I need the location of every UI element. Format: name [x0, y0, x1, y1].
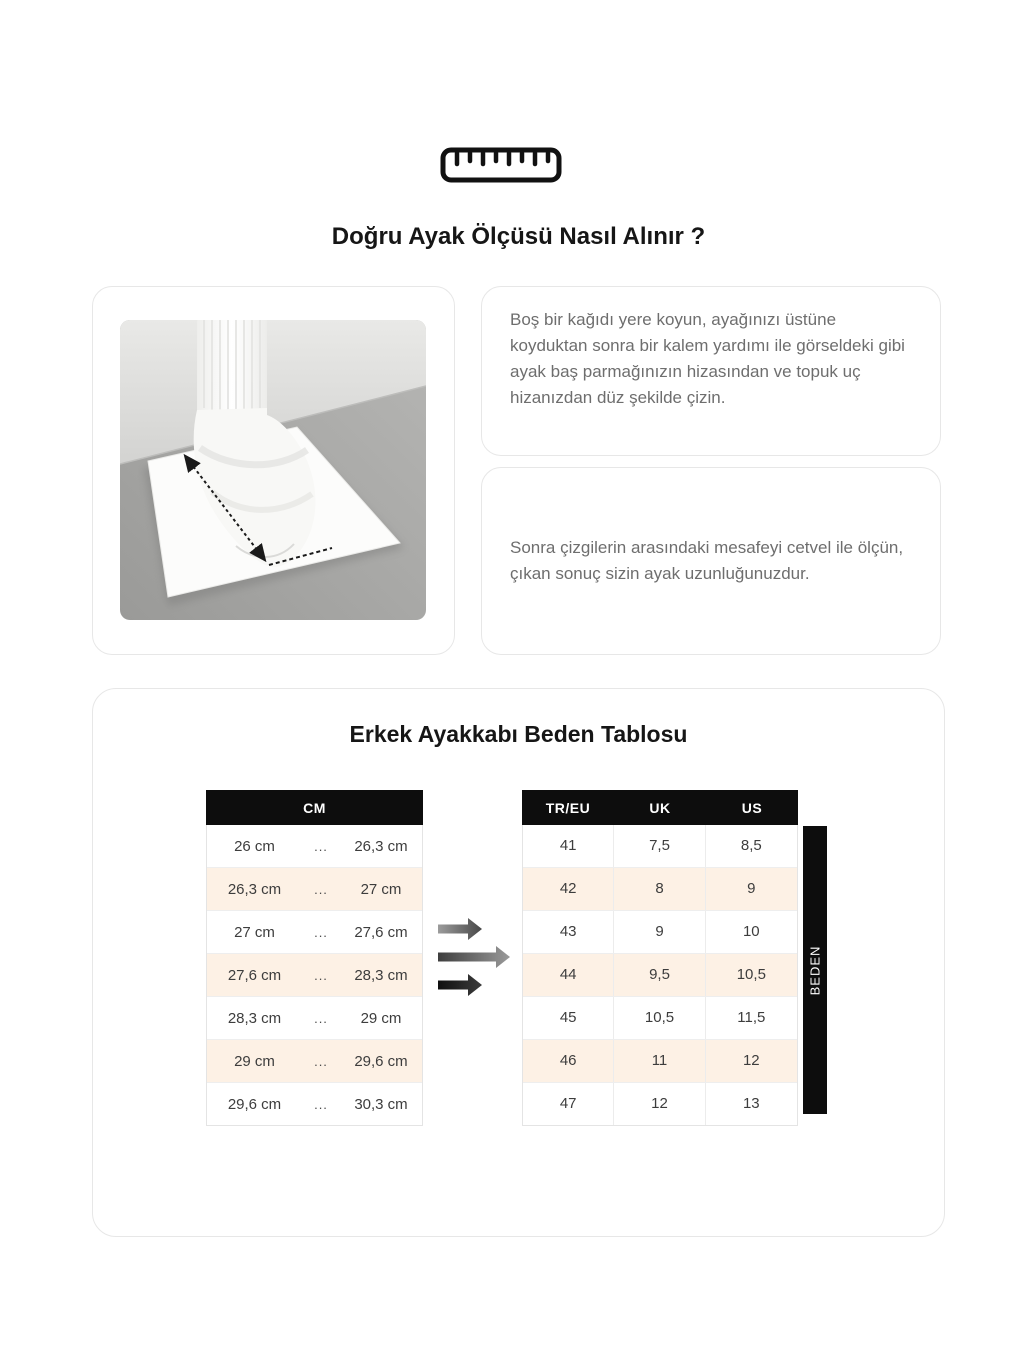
size-us: 12 [742, 1052, 760, 1069]
cm-table-row [207, 954, 422, 997]
size-treu: 44 [523, 954, 614, 996]
cm-ellipsis: ... [314, 1010, 328, 1026]
cm-from: 28,3 cm [227, 1009, 282, 1027]
beden-label-text: BEDEN [807, 945, 823, 995]
size-uk: 12 [614, 1083, 705, 1125]
size-table-row [523, 997, 797, 1040]
size-treu: 45 [523, 997, 614, 1039]
cm-table [206, 791, 423, 1126]
cm-ellipsis: ... [314, 1096, 328, 1112]
size-us: 13 [742, 1095, 760, 1112]
size-uk: 10,5 [614, 997, 705, 1039]
size-us: 8,5 [740, 837, 762, 854]
cm-ellipsis: ... [314, 1053, 328, 1069]
beden-side-label [803, 826, 827, 1114]
size-uk: 7,5 [614, 825, 705, 867]
size-uk: 11 [614, 1040, 705, 1082]
instruction-text-2: Sonra çizgilerin arasındaki mesafeyi cetvel ile ölçün, çıkan sonuç sizin ayak uzunluğunuzdur. [510, 538, 904, 583]
size-table-card [92, 688, 945, 1237]
page-title: Doğru Ayak Ölçüsü Nasıl Alınır ? [331, 223, 706, 250]
instruction-card-2 [481, 467, 941, 655]
size-table-row [523, 825, 797, 868]
cm-ellipsis: ... [314, 924, 328, 940]
size-us: 9 [747, 880, 756, 897]
cm-to: 29 cm [360, 1009, 402, 1027]
cm-to: 28,3 cm [354, 966, 408, 984]
size-table-row [523, 1040, 797, 1083]
cm-table-row [207, 1083, 422, 1125]
cm-to: 29,6 cm [354, 1052, 408, 1070]
ruler-icon [440, 146, 562, 186]
instruction-card-1 [481, 286, 941, 456]
cm-from: 27,6 cm [227, 966, 282, 984]
size-col-us: US [741, 799, 763, 816]
foot-measure-photo [120, 320, 426, 620]
size-table-row [523, 868, 797, 911]
size-table [522, 791, 798, 1126]
cm-table-header: CM [206, 790, 423, 825]
size-table-title: Erkek Ayakkabı Beden Tablosu [349, 721, 688, 747]
cm-table-row [207, 825, 422, 868]
size-table-row [523, 954, 797, 997]
size-treu: 47 [523, 1083, 614, 1125]
cm-table-row [207, 868, 422, 911]
cm-ellipsis: ... [314, 967, 328, 983]
cm-from: 29 cm [234, 1052, 275, 1070]
size-treu: 46 [523, 1040, 614, 1082]
measure-photo-card [92, 286, 455, 655]
instruction-text-1: Boş bir kağıdı yere koyun, ayağınızı üstüne koyduktan sonra bir kalem yardımı ile görseldeki gibi ayak baş parmağınızın hizasından ve topuk uç hizanızdan düz şekilde çizin. [510, 310, 905, 407]
cm-from: 26,3 cm [227, 880, 282, 898]
size-col-treu: TR/EU [545, 799, 591, 816]
cm-table-row [207, 997, 422, 1040]
size-uk: 9 [614, 911, 705, 953]
size-us: 10 [742, 923, 760, 940]
cm-to: 30,3 cm [354, 1095, 408, 1113]
cm-to: 27 cm [360, 880, 402, 898]
size-col-uk: UK [649, 799, 671, 816]
size-table-row [523, 911, 797, 954]
size-us: 11,5 [737, 1009, 766, 1026]
size-us: 10,5 [736, 966, 766, 983]
size-uk: 8 [614, 868, 705, 910]
cm-from: 27 cm [234, 923, 275, 941]
cm-to: 26,3 cm [354, 837, 408, 855]
size-table-header-row [522, 790, 798, 825]
cm-from: 26 cm [234, 837, 275, 855]
cm-ellipsis: ... [314, 838, 328, 854]
cm-table-row [207, 1040, 422, 1083]
cm-ellipsis: ... [314, 881, 328, 897]
cm-from: 29,6 cm [227, 1095, 282, 1113]
size-uk: 9,5 [614, 954, 705, 996]
size-treu: 42 [523, 868, 614, 910]
size-treu: 43 [523, 911, 614, 953]
cm-table-row [207, 911, 422, 954]
cm-to: 27,6 cm [354, 923, 408, 941]
transfer-arrows-icon [436, 917, 526, 997]
size-table-row [523, 1083, 797, 1125]
size-treu: 41 [523, 825, 614, 867]
